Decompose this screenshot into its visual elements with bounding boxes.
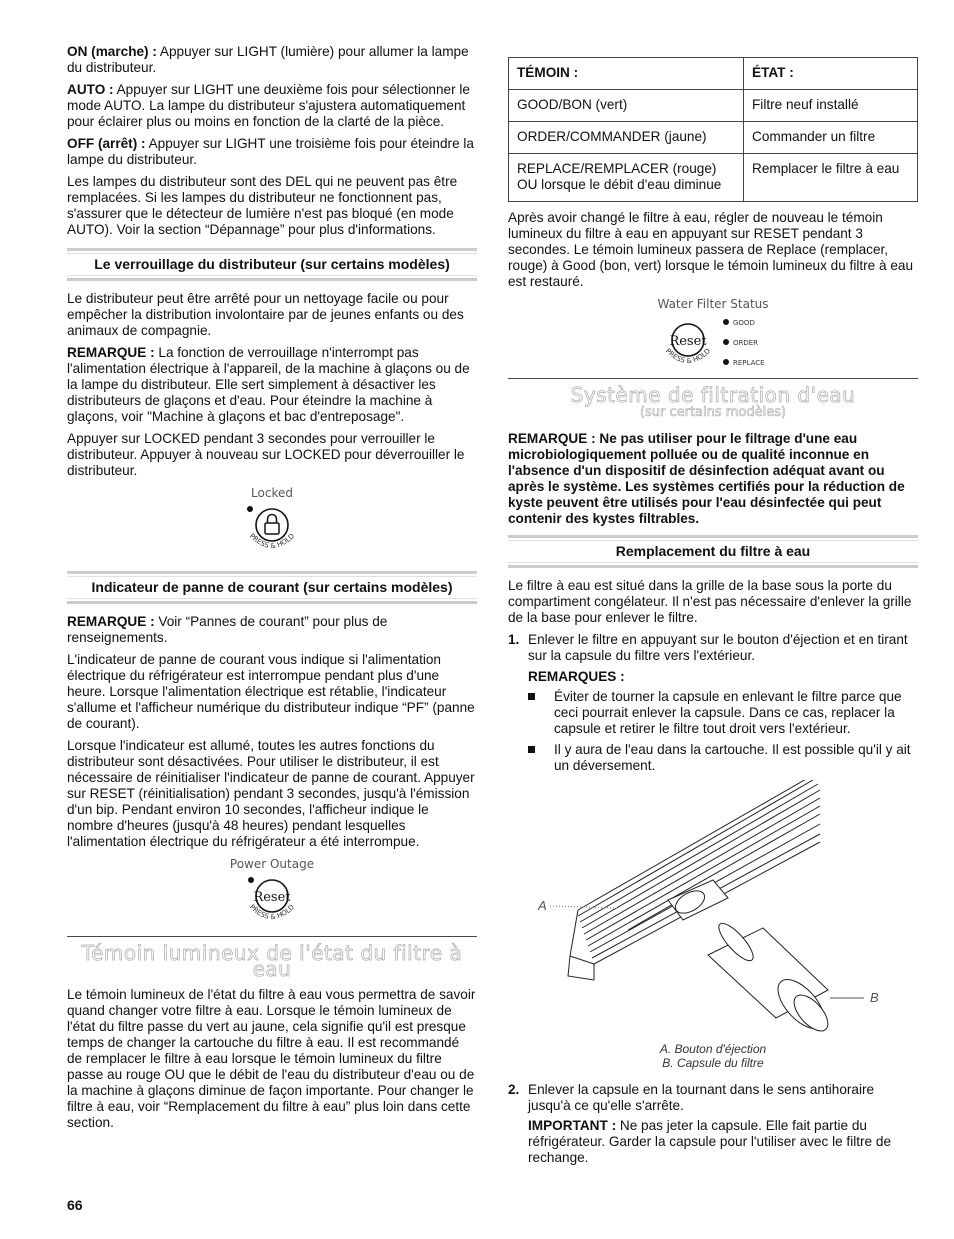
table-cell: Commander un filtre (744, 122, 918, 154)
heading-lock: Le verrouillage du distributeur (sur certains modèles) (67, 248, 477, 281)
para-power-3: Lorsque l'indicateur est allumé, toutes les autres fonctions du distributeur sont désactivées. Pour utiliser le distributeur, il est nécessaire de réinitialiser l'indicateur de panne de courant. Appuyer sur RESET (réinitialisation) pendant 3 secondes, jusqu'à l'émission d'un bip. Pendant environ 10 secondes, l'afficheur indique le nombre d'heures (jusqu'à 48 heures) pendant lesquelles l'alimentation électrique du réfrigérateur a été interrompue. (67, 738, 475, 849)
water-filter-reset-icon (638, 296, 788, 376)
remarques-list (508, 689, 918, 774)
order-indicator (723, 339, 729, 345)
water-filter-status-figure (508, 296, 918, 376)
para-power-1: REMARQUE : Voir “Pannes de courant” pour plus de renseignements. (67, 614, 388, 645)
para-important: IMPORTANT : Ne pas jeter la capsule. Elle fait partie du réfrigérateur. Garder la capsule pour l'utiliser avec le filtre de rechange. (528, 1118, 892, 1165)
step-1 (508, 632, 918, 685)
svg-text:PRESS & HOLD: PRESS & HOLD (247, 532, 297, 551)
heading-filter-replacement: Remplacement du filtre à eau (508, 535, 918, 568)
step-number: 2. (508, 1082, 520, 1097)
svg-text:GOOD: GOOD (733, 319, 755, 327)
heading-power-outage: Indicateur de panne de courant (sur certains modèles) (67, 571, 477, 604)
para-power-2: L'indicateur de panne de courant vous indique si l'alimentation électrique du réfrigérateur est interrompue pendant plus d'une heure. Lorsque l'alimentation électrique est rétablie, l'indicateur s'allume et l'afficheur numérique du distributeur indique “PF” (panne de courant). (67, 652, 475, 731)
svg-text:B: B (870, 990, 879, 1005)
caption-a: A. Bouton d'éjection (659, 1042, 767, 1056)
svg-text:Reset: Reset (253, 890, 291, 905)
para-del: Les lampes du distributeur sont des DEL qui ne peuvent pas être remplacées. Si les lampes du distributeur ne fonctionnent pas, s'assurer que le détecteur de lumière n'est pas bloqué (en mode AUTO). Voir la section “Dépannage” pour plus d'informations. (67, 174, 458, 237)
subheading-filtration-system: (sur certains modèles) (639, 405, 787, 420)
table-header: TÉMOIN : (509, 58, 744, 90)
svg-text:REPLACE: REPLACE (733, 359, 765, 367)
para-after-change: Après avoir changé le filtre à eau, régler de nouveau le témoin lumineux du filtre à eau en appuyant sur RESET pendant 3 secondes. Le témoin lumineux passera de Replace (remplacer, rouge) à Good (bon, vert) lorsque le témoin lumineux du filtre à eau est restauré. (508, 210, 914, 289)
table-header: ÉTAT : (744, 58, 918, 90)
page-number: 66 (67, 1197, 83, 1213)
para-warning: REMARQUE : Ne pas utiliser pour le filtrage d'une eau microbiologiquement polluée ou de qualité inconnue en l'absence d'un dispositif de désinfection adéquat avant ou après le système. Les systèmes certifiés pour la réduction de kyste peuvent être utilisés pour l'eau désinfectée qui peut contenir des kystes filtrables. (508, 431, 905, 526)
svg-text:Power Outage: Power Outage (229, 857, 315, 871)
table-cell: REPLACE/REMPLACER (rouge) OU lorsque le débit d'eau diminue (509, 154, 744, 202)
filter-status-table (508, 57, 918, 202)
locked-button-icon (212, 485, 332, 569)
table-row (509, 122, 918, 154)
caption-b: B. Capsule du filtre (662, 1056, 764, 1070)
table-row (509, 154, 918, 202)
reset-button-icon (202, 856, 342, 936)
filter-removal-drawing (508, 780, 918, 1042)
svg-text:Water Filter Status: Water Filter Status (657, 297, 769, 311)
divider (508, 378, 918, 379)
para-lock-3: Appuyer sur LOCKED pendant 3 secondes pour verrouiller le distributeur. Appuyer à nouveau sur LOCKED pour déverrouiller le distributeur. (67, 431, 465, 478)
svg-text:A: A (538, 898, 547, 913)
para-replace-1: Le filtre à eau est situé dans la grille de la base sous la porte du compartiment congélateur. Il n'est pas nécessaire d'enlever la grille de la base pour enlever le filtre. (508, 578, 912, 625)
step-text: Enlever le filtre en appuyant sur le bouton d'éjection et en tirant sur la capsule du filtre vers l'extérieur. (528, 632, 908, 663)
remarques-heading: REMARQUES : (528, 669, 625, 684)
heading-filter-status: Témoin lumineux de l'état du filtre à eau (81, 941, 463, 981)
table-row (509, 90, 918, 122)
svg-text:ORDER: ORDER (733, 339, 759, 347)
svg-text:Reset: Reset (669, 334, 707, 349)
svg-text:PRESS & HOLD: PRESS & HOLD (663, 347, 713, 366)
step-2 (508, 1082, 918, 1166)
para-filter-status: Le témoin lumineux de l'état du filtre à eau vous permettra de savoir quand changer votre filtre à eau. Lorsque le témoin lumineux de l'état du filtre passe du vert au jaune, cela signifie qu'il est presque temps de changer la cartouche du filtre à eau. Il est recommandé de remplacer le filtre à eau lorsque le témoin lumineux du filtre passe au rouge OU que le débit de l'eau du distributeur d'eau ou de la machine à glaçons diminue de façon importante. Pour changer le filtre à eau, voir “Remplacement du filtre à eau” plus loin dans cette section. (67, 987, 476, 1130)
filter-illustration (508, 780, 918, 1042)
svg-text:Locked: Locked (251, 486, 293, 500)
locked-button-figure (67, 485, 477, 569)
divider (67, 936, 477, 937)
list-item: Il y aura de l'eau dans la cartouche. Il est possible qu'il y ait un déversement. (528, 742, 918, 774)
table-cell: ORDER/COMMANDER (jaune) (509, 122, 744, 154)
replace-indicator (723, 359, 729, 365)
step-number: 1. (508, 632, 520, 647)
list-item: Éviter de tourner la capsule en enlevant le filtre parce que ceci pourrait enlever la capsule. Dans ce cas, replacer la capsule et retirer le filtre tout droit vers l'extérieur. (528, 689, 918, 737)
good-indicator (723, 319, 729, 325)
right-column (508, 57, 918, 1172)
svg-text:PRESS & HOLD: PRESS & HOLD (247, 903, 297, 922)
para-off: OFF (arrêt) : Appuyer sur LIGHT une troisième fois pour éteindre la lampe du distributeur. (67, 136, 474, 167)
step-text: Enlever la capsule en la tournant dans le sens antihoraire jusqu'à ce qu'elle s'arrête. (528, 1082, 875, 1113)
table-cell: Filtre neuf installé (744, 90, 918, 122)
para-lock-2: REMARQUE : La fonction de verrouillage n'interrompt pas l'alimentation électrique à l'appareil, de la machine à glaçons ou de la lampe du distributeur. Elle sert simplement à désactiver les distributeurs de glaçons et d'eau. Pour éteindre la machine à glaçons, voir "Machine à glaçons et bac d'entreposage". (67, 345, 470, 424)
para-on: ON (marche) : Appuyer sur LIGHT (lumière) pour allumer la lampe du distributeur. (67, 44, 469, 75)
table-header-row (509, 58, 918, 90)
heading-filtration-system: Système de filtration d'eau (570, 383, 856, 407)
table-cell: GOOD/BON (vert) (509, 90, 744, 122)
para-lock-1: Le distributeur peut être arrêté pour un nettoyage facile ou pour empêcher la distribution involontaire par de jeunes enfants ou des animaux de compagnie. (67, 291, 464, 338)
para-auto: AUTO : Appuyer sur LIGHT une deuxième fois pour sélectionner le mode AUTO. La lampe du distributeur s'ajustera automatiquement pour éclairer plus ou moins en fonction de la clarté de la pièce. (67, 82, 470, 129)
power-outage-figure (67, 856, 477, 936)
table-cell: Remplacer le filtre à eau (744, 154, 918, 202)
left-column (67, 44, 477, 1137)
